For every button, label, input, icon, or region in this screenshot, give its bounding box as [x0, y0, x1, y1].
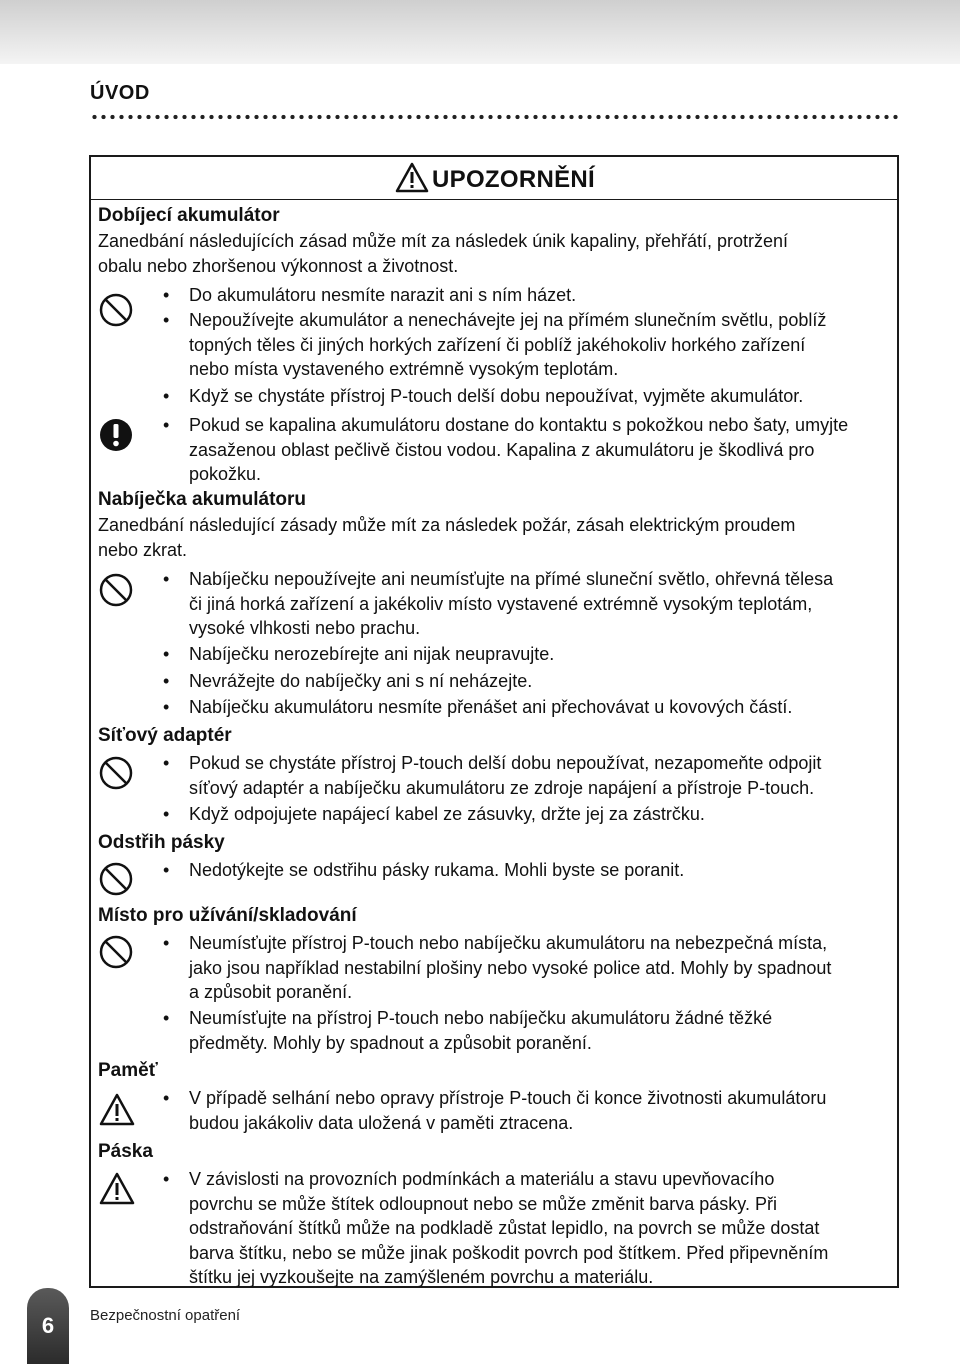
- list-item: • Pokud se kapalina akumulátoru dostane do kontaktu s pokožkou nebo šaty, umyjte zasaženou oblast pečlivě čistou vodou. Kapalina z akumulátoru je škodlivá pro pokožku.: [163, 415, 849, 484]
- warning-triangle-icon: [395, 162, 429, 193]
- top-header-bar: [0, 0, 960, 64]
- storage-heading: Místo pro užívání/skladování: [98, 905, 357, 926]
- charger-intro: [98, 513, 795, 562]
- list-item: • Neumísťujte na přístroj P-touch nebo nabíječku akumulátoru žádné těžké předměty. Mohly by spadnout a způsobit poranění.: [163, 1008, 773, 1053]
- page-number: 6: [41, 1313, 55, 1338]
- adapter-heading: Síťový adaptér: [98, 725, 232, 746]
- prohibited-icon: [99, 862, 133, 896]
- prohibited-icon: [99, 573, 133, 607]
- battery-intro: [98, 229, 788, 278]
- prohibited-icon: [99, 293, 133, 327]
- list-item: • Když odpojujete napájecí kabel ze zásuvky, držte jej za zástrčku.: [163, 804, 705, 824]
- list-item: • V závislosti na provozních podmínkách a materiálu a stavu upevňovacího povrchu se může štítek odloupnout nebo se může změnit barva pásky. Při odstraňování štítků může na podkladě zůstat lepidlo, na povrch se může dostat barva štítku, nebo se může jinak poškodit povrch pod štítkem. Před připevněním štítku jej vyzkoušejte na zamýšleném povrchu a materiálu.: [163, 1169, 829, 1287]
- prohibited-icon: [99, 935, 133, 969]
- tape-heading: Páska: [98, 1141, 153, 1162]
- memory-heading: Paměť: [98, 1060, 158, 1081]
- mandatory-action-icon: [99, 418, 133, 452]
- list-item: • Nabíječku akumulátoru nesmíte přenášet ani přechovávat u kovových částí.: [163, 697, 793, 717]
- intro-line: nebo zkrat.: [98, 539, 188, 560]
- intro-line: obalu nebo zhoršenou výkonnost a životnost.: [98, 255, 459, 276]
- dotted-divider: [90, 114, 900, 120]
- list-item: • Když se chystáte přístroj P-touch delší dobu nepoužívat, vyjměte akumulátor.: [163, 386, 804, 406]
- footer-section-name: Bezpečnostní opatření: [90, 1307, 241, 1324]
- warning-triangle-icon: [99, 1093, 135, 1126]
- list-item: • Nedotýkejte se odstřihu pásky rukama. Mohli byste se poranit.: [163, 860, 685, 880]
- caution-header: [91, 157, 897, 200]
- list-item: • Nepoužívejte akumulátor a nenechávejte jej na přímém slunečním světlu, poblíž topných těles či jiných horkých zařízení či poblíž jakéhokoliv horkého zařízení nebo místa vystaveného extrémně vysokým teplotám.: [163, 310, 827, 379]
- prohibited-icon: [99, 756, 133, 790]
- list-item: • Neumísťujte přístroj P-touch nebo nabíječku akumulátoru na nebezpečná místa, jako jsou například nestabilní plošiny nebo vysoké police atd. Mohly by spadnout a způsobit poranění.: [163, 933, 832, 1002]
- caution-title: UPOZORNĚNÍ: [432, 166, 596, 193]
- intro-line: Zanedbání následujících zásad může mít za následek únik kapaliny, přehřátí, protržení: [98, 231, 789, 251]
- list-item: • Do akumulátoru nesmíte narazit ani s ním házet.: [163, 285, 577, 305]
- intro-line: Zanedbání následující zásady může mít za následek požár, zásah elektrickým proudem: [98, 515, 796, 535]
- list-item: • Nevrážejte do nabíječky ani s ní neházejte.: [163, 671, 533, 691]
- list-item: • Nabíječku nerozebírejte ani nijak neupravujte.: [163, 644, 555, 664]
- battery-heading: Dobíjecí akumulátor: [98, 205, 280, 226]
- list-item: • Nabíječku nepoužívejte ani neumísťujte na přímé sluneční světlo, ohřevná tělesa či jiná horká zařízení a jakékoliv místo vystavené extrémně vysokým teplotám, vysoké vlhkosti nebo prachu.: [163, 569, 834, 638]
- section-title: ÚVOD: [90, 82, 150, 104]
- cutter-heading: Odstřih pásky: [98, 832, 225, 853]
- caution-box: [89, 155, 899, 1288]
- warning-triangle-icon: [99, 1172, 135, 1205]
- charger-heading: Nabíječka akumulátoru: [98, 489, 307, 510]
- list-item: • V případě selhání nebo opravy přístroje P-touch či konce životnosti akumulátoru budou jakákoliv data uložená v paměti ztracena.: [163, 1088, 827, 1133]
- page-number-tab: [27, 1288, 69, 1364]
- list-item: • Pokud se chystáte přístroj P-touch delší dobu nepoužívat, nezapomeňte odpojit síťový adaptér a nabíječku akumulátoru ze zdroje napájení a přístroje P-touch.: [163, 753, 822, 798]
